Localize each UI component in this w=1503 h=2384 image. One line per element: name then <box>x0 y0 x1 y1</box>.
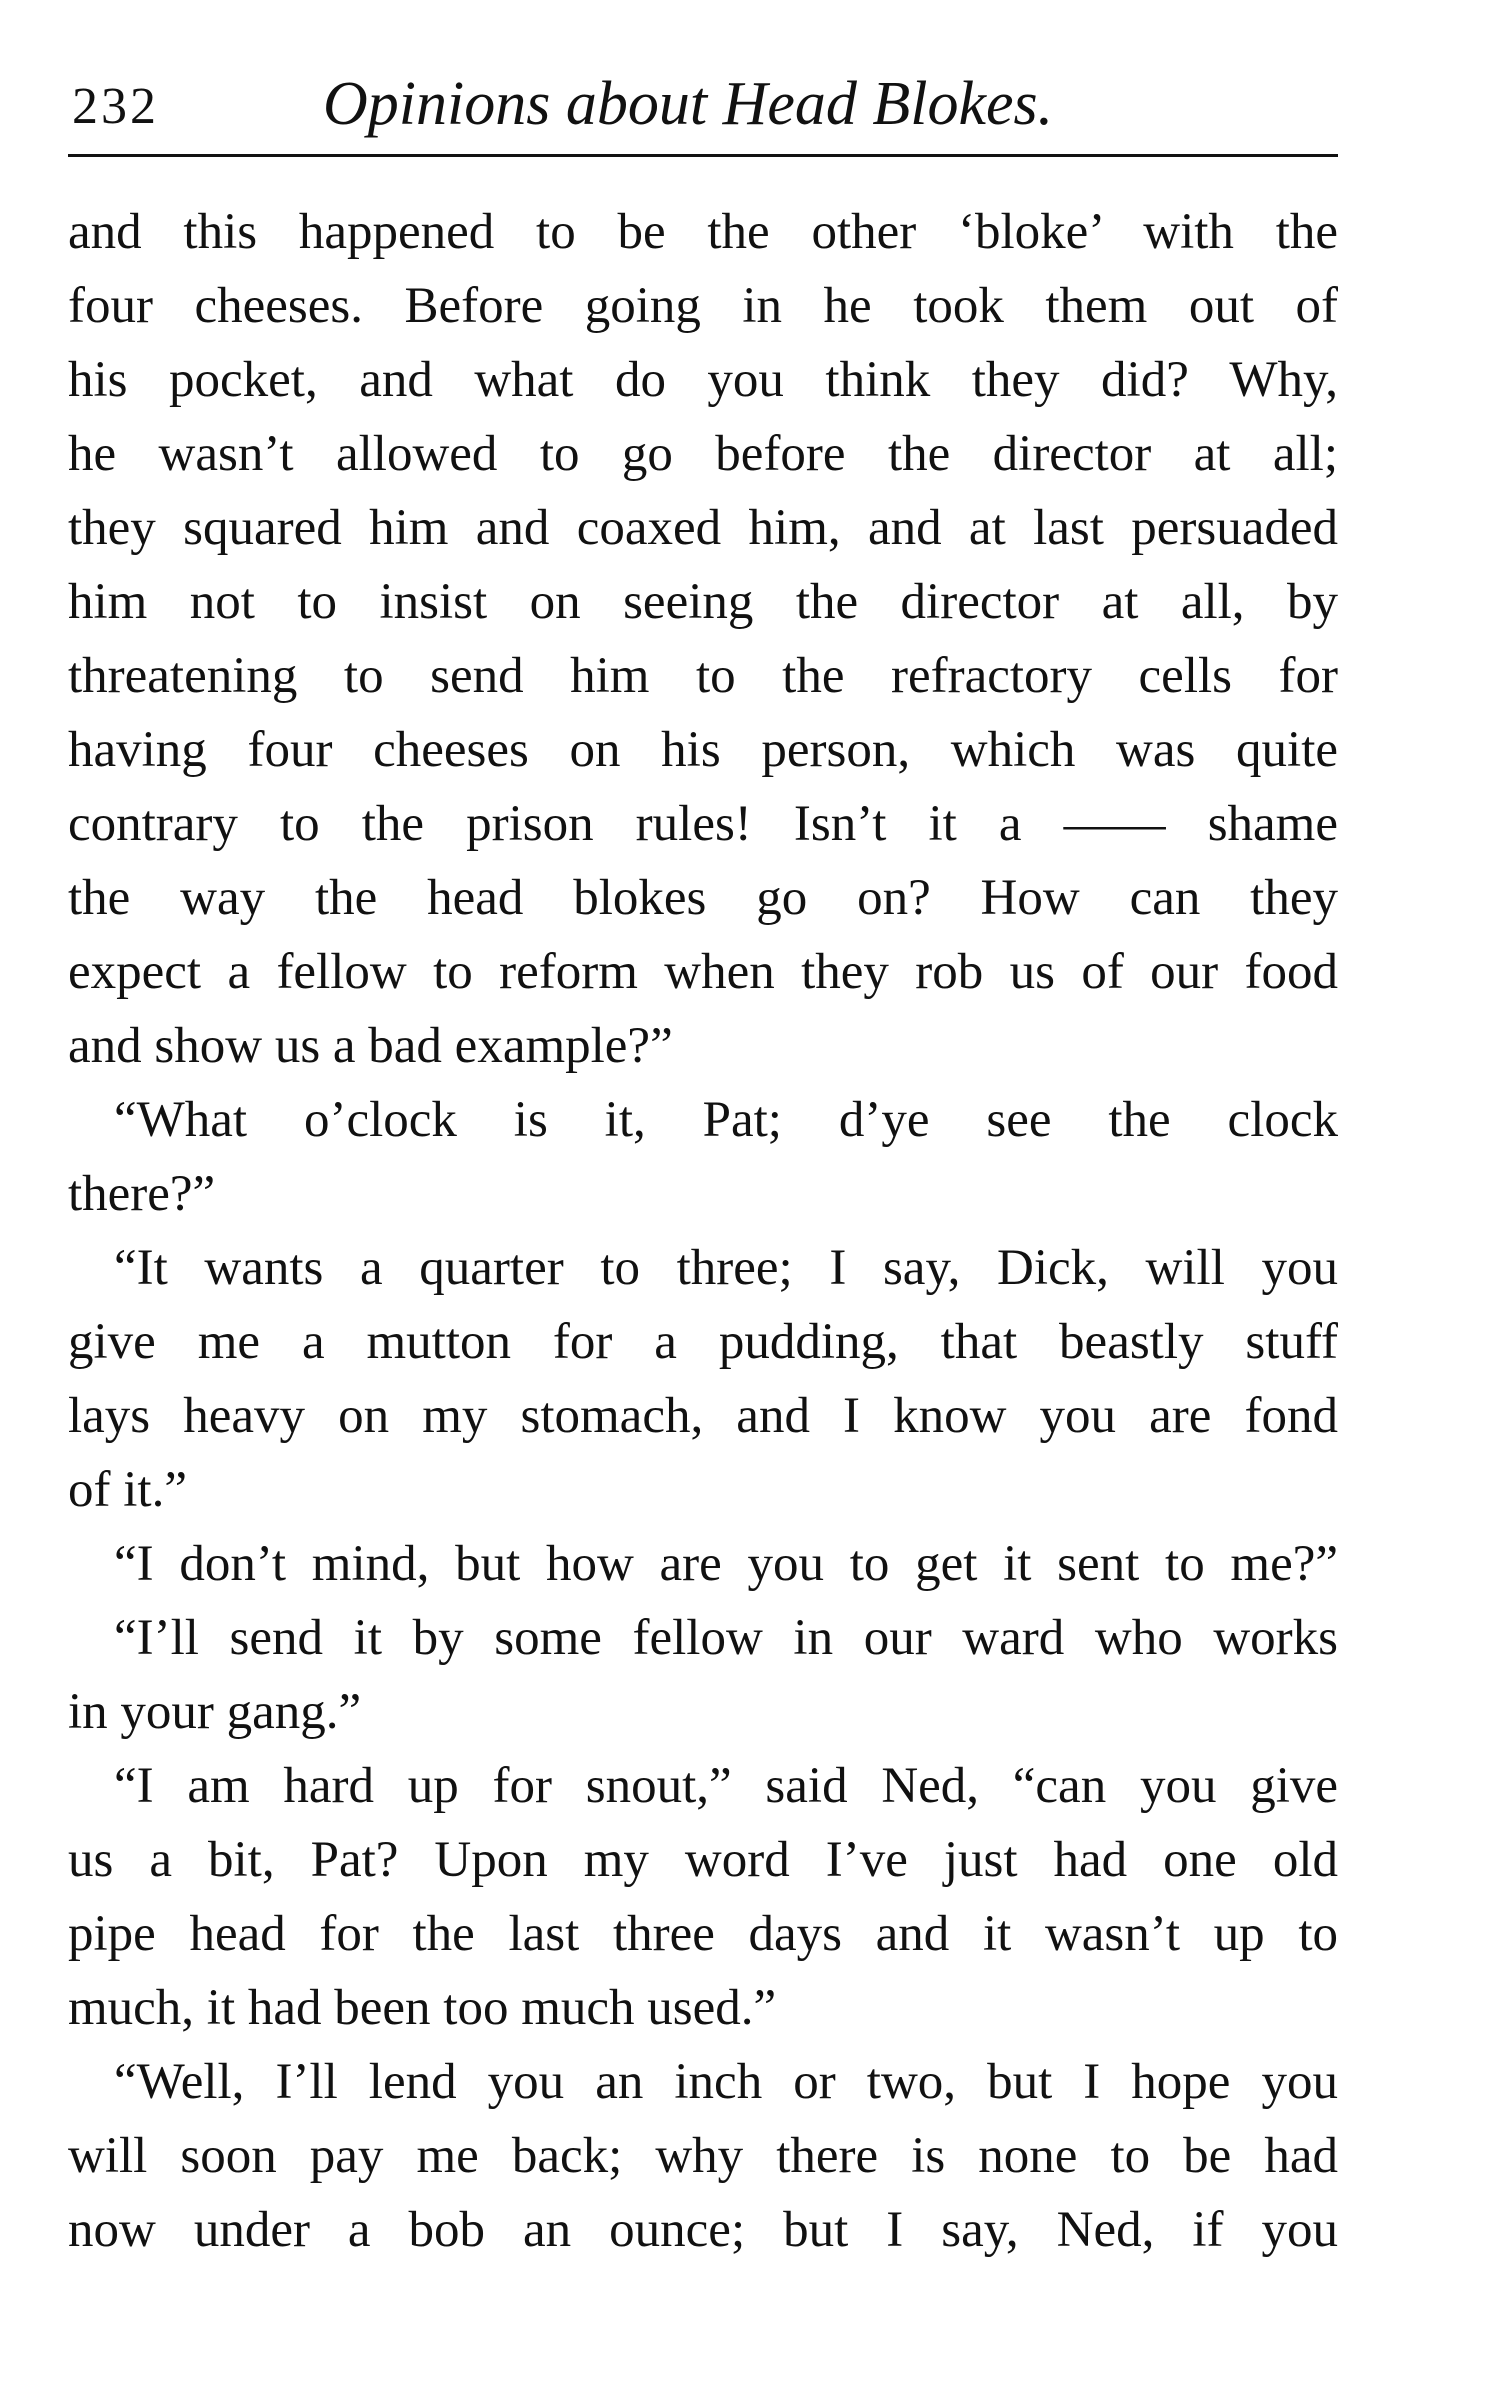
text-line: he wasn’t allowed to go before the director at all; <box>68 426 1338 482</box>
text-line: expect a fellow to reform when they rob us of our food <box>68 944 1338 1000</box>
page-header <box>68 58 1338 158</box>
text-line: much, it had been too much used.” <box>68 1980 777 2036</box>
text-line: there?” <box>68 1166 216 1222</box>
text-line: of it.” <box>68 1462 187 1518</box>
text-line: him not to insist on seeing the director at all, by <box>68 574 1338 630</box>
text-line: “It wants a quarter to three; I say, Dick, will you <box>114 1240 1338 1296</box>
text-line: they squared him and coaxed him, and at last persuaded <box>68 500 1338 556</box>
text-line: threatening to send him to the refractory cells for <box>68 648 1338 704</box>
text-line: and this happened to be the other ‘bloke’ with the <box>68 204 1338 260</box>
text-line: the way the head blokes go on? How can they <box>68 870 1338 926</box>
text-line: four cheeses. Before going in he took them out of <box>68 278 1338 334</box>
text-line: “Well, I’ll lend you an inch or two, but I hope you <box>114 2054 1338 2110</box>
text-line: lays heavy on my stomach, and I know you are fond <box>68 1388 1338 1444</box>
page-number: 232 <box>72 78 159 135</box>
text-line: us a bit, Pat? Upon my word I’ve just had one old <box>68 1832 1338 1888</box>
text-line: “I’ll send it by some fellow in our ward who works <box>114 1610 1338 1666</box>
running-title: Opinions about Head Blokes. <box>323 70 1054 138</box>
text-line: “What o’clock is it, Pat; d’ye see the clock <box>114 1092 1338 1148</box>
text-line: in your gang.” <box>68 1684 362 1740</box>
text-line: now under a bob an ounce; but I say, Ned, if you <box>68 2202 1338 2258</box>
text-line: will soon pay me back; why there is none to be had <box>68 2128 1338 2184</box>
text-line: “I don’t mind, but how are you to get it sent to me?” <box>114 1536 1338 1592</box>
text-line: and show us a bad example?” <box>68 1018 673 1074</box>
header-rule <box>68 154 1338 157</box>
text-line: having four cheeses on his person, which was quite <box>68 722 1338 778</box>
text-line: his pocket, and what do you think they did? Why, <box>68 352 1338 408</box>
text-line: give me a mutton for a pudding, that beastly stuff <box>68 1314 1338 1370</box>
body-text <box>68 195 1338 2267</box>
text-line: contrary to the prison rules! Isn’t it a —— shame <box>68 796 1338 852</box>
text-line: “I am hard up for snout,” said Ned, “can you give <box>114 1758 1338 1814</box>
text-line: pipe head for the last three days and it wasn’t up to <box>68 1906 1338 1962</box>
